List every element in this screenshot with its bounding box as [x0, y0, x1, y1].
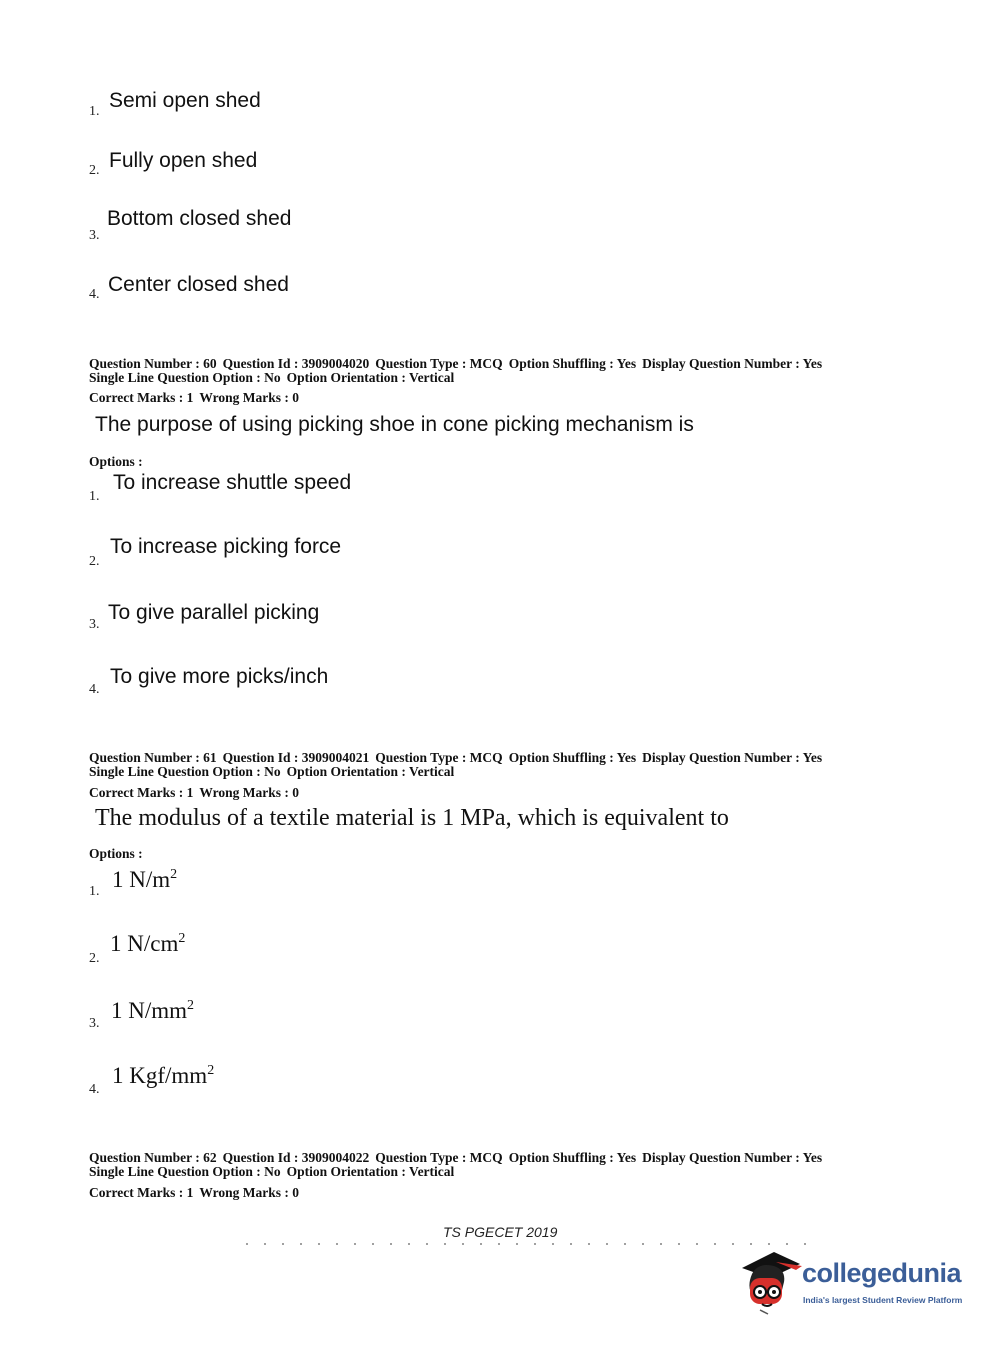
- option-text: To give more picks/inch: [110, 665, 329, 688]
- option-text: Bottom closed shed: [107, 207, 292, 230]
- dotted-divider: [238, 1243, 818, 1245]
- options-label: Options :: [89, 454, 143, 469]
- option-number: 1.: [89, 104, 100, 119]
- option-text: [110, 931, 185, 957]
- option-number: 4.: [89, 682, 100, 697]
- question-id: Question Id : 3909004022: [222, 1150, 370, 1165]
- option-number: 4.: [89, 1082, 100, 1097]
- question-text: The purpose of using picking shoe in cone picking mechanism is: [95, 413, 694, 436]
- question-meta-line-3: [89, 391, 305, 405]
- option-orientation: Option Orientation : Vertical: [286, 370, 455, 385]
- option-value: 1 N/cm: [110, 931, 179, 956]
- single-line-option: Single Line Question Option : No: [89, 370, 281, 385]
- option-text: To increase picking force: [110, 535, 342, 558]
- brand-name: collegedunia: [802, 1258, 962, 1288]
- question-meta-line-1: [89, 751, 828, 765]
- mascot-icon: [740, 1248, 802, 1318]
- question-number: Question Number : 60: [89, 356, 217, 371]
- question-id: Question Id : 3909004020: [222, 356, 370, 371]
- display-question-number: Display Question Number : Yes: [642, 1150, 823, 1165]
- wrong-marks: Wrong Marks : 0: [199, 785, 299, 800]
- option-number: 1.: [89, 489, 100, 504]
- question-meta-line-1: [89, 1151, 828, 1165]
- superscript: 2: [187, 998, 195, 1013]
- question-id: Question Id : 3909004021: [222, 750, 370, 765]
- question-type: Question Type : MCQ: [375, 750, 503, 765]
- option-number: 2.: [89, 554, 100, 569]
- option-value: 1 Kgf/mm: [112, 1063, 208, 1088]
- option-text: Center closed shed: [108, 273, 289, 296]
- option-number: 1.: [89, 884, 100, 899]
- question-meta-line-3: [89, 786, 305, 800]
- superscript: 2: [178, 931, 186, 946]
- question-text: The modulus of a textile material is 1 MPa, which is equivalent to: [95, 805, 729, 831]
- question-number: Question Number : 61: [89, 750, 217, 765]
- display-question-number: Display Question Number : Yes: [642, 750, 823, 765]
- single-line-option: Single Line Question Option : No: [89, 1164, 281, 1179]
- option-number: 2.: [89, 163, 100, 178]
- option-number: 3.: [89, 617, 100, 632]
- option-text: [112, 1063, 214, 1089]
- option-text: [111, 998, 194, 1024]
- superscript: 2: [207, 1063, 215, 1078]
- option-orientation: Option Orientation : Vertical: [286, 1164, 455, 1179]
- option-number: 3.: [89, 228, 100, 243]
- display-question-number: Display Question Number : Yes: [642, 356, 823, 371]
- question-meta-line-2: [89, 1165, 460, 1179]
- wrong-marks: Wrong Marks : 0: [199, 1185, 299, 1200]
- option-shuffling: Option Shuffling : Yes: [508, 1150, 637, 1165]
- option-orientation: Option Orientation : Vertical: [286, 764, 455, 779]
- option-text: Semi open shed: [109, 89, 261, 112]
- exam-footer: TS PGECET 2019: [443, 1224, 558, 1240]
- option-text: To give parallel picking: [108, 601, 320, 624]
- superscript: 2: [170, 867, 178, 882]
- question-type: Question Type : MCQ: [375, 1150, 503, 1165]
- question-meta-line-1: [89, 357, 828, 371]
- brand-tagline: India's largest Student Review Platform: [803, 1295, 963, 1305]
- question-meta-line-2: [89, 371, 460, 385]
- option-value: 1 N/mm: [111, 998, 188, 1023]
- single-line-option: Single Line Question Option : No: [89, 764, 281, 779]
- question-number: Question Number : 62: [89, 1150, 217, 1165]
- correct-marks: Correct Marks : 1: [89, 390, 194, 405]
- option-number: 4.: [89, 287, 100, 302]
- question-meta-line-3: [89, 1186, 305, 1200]
- wrong-marks: Wrong Marks : 0: [199, 390, 299, 405]
- option-value: 1 N/m: [112, 867, 171, 892]
- correct-marks: Correct Marks : 1: [89, 1185, 194, 1200]
- option-number: 3.: [89, 1016, 100, 1031]
- collegedunia-logo: [740, 1248, 972, 1318]
- correct-marks: Correct Marks : 1: [89, 785, 194, 800]
- option-shuffling: Option Shuffling : Yes: [508, 356, 637, 371]
- option-number: 2.: [89, 951, 100, 966]
- option-text: To increase shuttle speed: [113, 471, 352, 494]
- option-text: [112, 867, 177, 893]
- question-type: Question Type : MCQ: [375, 356, 503, 371]
- option-shuffling: Option Shuffling : Yes: [508, 750, 637, 765]
- option-text: Fully open shed: [109, 149, 258, 172]
- question-meta-line-2: [89, 765, 460, 779]
- options-label: Options :: [89, 846, 143, 861]
